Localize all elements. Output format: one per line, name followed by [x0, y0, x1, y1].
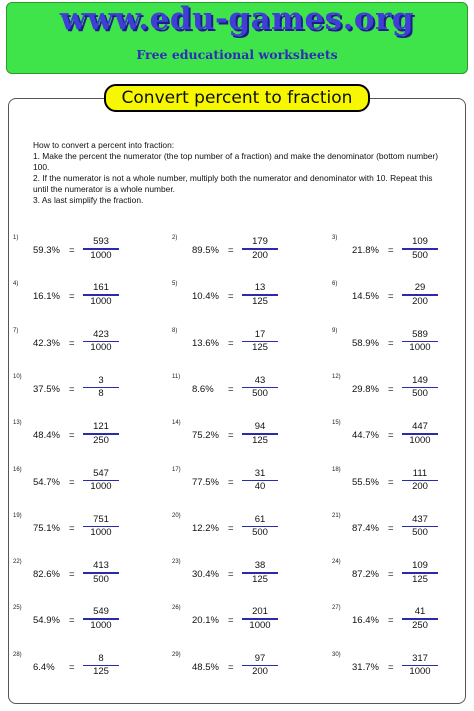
answer-fraction [402, 421, 438, 447]
fraction-denominator: 1000 [90, 249, 112, 261]
answer-fraction [83, 468, 119, 494]
problem-item [13, 652, 163, 686]
fraction-denominator: 125 [93, 666, 109, 678]
answer-fraction [242, 329, 278, 355]
fraction-denominator: 200 [412, 481, 428, 492]
fraction-numerator: 593 [93, 236, 109, 247]
answer-fraction [83, 329, 119, 355]
fraction-numerator: 547 [93, 467, 109, 479]
problem-item [172, 420, 322, 454]
answer-fraction [242, 560, 278, 586]
equals-sign: = [69, 291, 75, 303]
problem-number: 10) [13, 373, 22, 380]
fraction-numerator: 8 [98, 652, 104, 664]
fraction-denominator: 8 [98, 388, 104, 400]
fraction-denominator: 500 [412, 388, 428, 400]
problem-percent: 59.3% [33, 245, 60, 256]
instructions-step-3: 3. As last simplify the fraction. [33, 195, 144, 205]
fraction-denominator: 200 [252, 249, 268, 261]
problem-number: 5) [172, 281, 178, 288]
equals-sign: = [69, 476, 75, 488]
fraction-numerator: 121 [93, 421, 109, 433]
fraction-denominator: 500 [412, 527, 428, 539]
fraction-numerator: 29 [414, 282, 426, 294]
problem-item [13, 420, 163, 454]
problem-number: 8) [172, 327, 178, 334]
problem-number: 3) [332, 235, 338, 241]
problem-item [13, 513, 163, 547]
problem-percent: 30.4% [192, 569, 219, 581]
problem-item [13, 281, 163, 315]
equals-sign: = [388, 522, 394, 534]
fraction-denominator: 1000 [90, 295, 112, 307]
problem-item [332, 513, 474, 547]
fraction-numerator: 97 [254, 652, 266, 664]
problem-percent: 16.4% [352, 615, 379, 627]
problem-item [172, 235, 322, 269]
problem-item [332, 374, 474, 408]
fraction-numerator: 31 [254, 467, 266, 479]
equals-sign: = [388, 383, 394, 395]
fraction-numerator: 3 [98, 374, 104, 386]
fraction-denominator: 200 [252, 666, 268, 678]
site-banner [6, 2, 468, 74]
equals-sign: = [69, 383, 75, 395]
equals-sign: = [228, 569, 234, 581]
problem-item [172, 328, 322, 362]
equals-sign: = [69, 569, 75, 581]
problem-percent: 31.7% [352, 661, 379, 673]
problem-percent: 54.9% [33, 615, 60, 627]
equals-sign: = [228, 337, 234, 349]
answer-fraction [402, 329, 438, 355]
problem-percent: 89.5% [192, 245, 219, 256]
fraction-denominator: 500 [252, 527, 268, 539]
fraction-numerator: 437 [412, 513, 428, 525]
problem-percent: 87.4% [352, 522, 379, 534]
problem-item [172, 467, 322, 501]
fraction-denominator: 500 [252, 388, 268, 400]
fraction-numerator: 751 [93, 513, 109, 525]
fraction-numerator: 179 [252, 236, 268, 247]
answer-fraction [83, 606, 119, 632]
problem-percent: 48.5% [192, 661, 219, 673]
fraction-denominator: 1000 [90, 342, 112, 354]
equals-sign: = [228, 245, 234, 256]
equals-sign: = [388, 476, 394, 488]
equals-sign: = [388, 615, 394, 627]
problem-item [332, 235, 474, 269]
answer-fraction [402, 375, 438, 401]
fraction-numerator: 109 [412, 560, 428, 572]
fraction-denominator: 500 [93, 573, 109, 585]
problem-item [13, 374, 163, 408]
fraction-denominator: 250 [93, 434, 109, 446]
answer-fraction [242, 421, 278, 447]
problem-number: 12) [332, 373, 341, 380]
problem-number: 16) [13, 466, 22, 473]
fraction-numerator: 161 [93, 282, 109, 294]
problem-item [13, 605, 163, 639]
problem-percent: 58.9% [352, 337, 379, 349]
problem-item [172, 605, 322, 639]
fraction-denominator: 200 [412, 295, 428, 307]
equals-sign: = [69, 615, 75, 627]
fraction-numerator: 423 [93, 328, 109, 340]
fraction-denominator: 125 [252, 295, 268, 307]
problem-percent: 8.6% [192, 383, 214, 395]
problem-number: 24) [332, 559, 341, 566]
fraction-denominator: 1000 [409, 666, 431, 678]
equals-sign: = [69, 522, 75, 534]
problem-number: 17) [172, 466, 181, 473]
fraction-numerator: 94 [254, 421, 266, 433]
problem-number: 4) [13, 281, 19, 288]
answer-fraction [402, 282, 438, 308]
answer-fraction [402, 606, 438, 632]
fraction-denominator: 125 [252, 434, 268, 446]
problem-item [332, 328, 474, 362]
equals-sign: = [228, 383, 234, 395]
fraction-numerator: 413 [93, 560, 109, 572]
instructions-step-2: 2. If the numerator is not a whole number, multiply both the numerator and denominator with 10. Repeat this until the numerator is a whole number. [33, 173, 433, 194]
problem-number: 1) [13, 235, 19, 241]
problem-number: 14) [172, 420, 181, 427]
site-tagline: Free educational worksheets [136, 47, 338, 62]
answer-fraction [83, 375, 119, 401]
problem-percent: 6.4% [33, 661, 55, 673]
fraction-numerator: 43 [254, 374, 266, 386]
problem-percent: 12.2% [192, 522, 219, 534]
problem-number: 25) [13, 605, 22, 612]
problem-percent: 14.5% [352, 291, 379, 303]
problem-item [13, 235, 163, 269]
problem-percent: 29.8% [352, 383, 379, 395]
answer-fraction [242, 514, 278, 540]
problem-number: 13) [13, 420, 22, 427]
answer-fraction [402, 653, 438, 679]
problem-item [172, 559, 322, 593]
answer-fraction [242, 282, 278, 308]
fraction-numerator: 17 [254, 328, 266, 340]
fraction-denominator: 1000 [409, 434, 431, 446]
problem-number: 19) [13, 512, 22, 519]
problem-item [172, 374, 322, 408]
fraction-denominator: 125 [412, 573, 428, 585]
answer-fraction [402, 236, 438, 262]
equals-sign: = [388, 569, 394, 581]
fraction-denominator: 1000 [249, 619, 271, 631]
fraction-numerator: 41 [414, 606, 426, 618]
equals-sign: = [69, 661, 75, 673]
problem-item [13, 328, 163, 362]
problem-percent: 13.6% [192, 337, 219, 349]
fraction-numerator: 111 [412, 467, 428, 479]
problem-percent: 75.1% [33, 522, 60, 534]
problem-number: 27) [332, 605, 341, 612]
problem-percent: 10.4% [192, 291, 219, 303]
equals-sign: = [228, 291, 234, 303]
problem-item [332, 652, 474, 686]
fraction-denominator: 125 [252, 573, 268, 585]
equals-sign: = [228, 476, 234, 488]
problem-percent: 20.1% [192, 615, 219, 627]
problem-percent: 54.7% [33, 476, 60, 488]
problem-percent: 87.2% [352, 569, 379, 581]
fraction-numerator: 61 [254, 513, 266, 525]
answer-fraction [83, 282, 119, 308]
equals-sign: = [388, 661, 394, 673]
answer-fraction [242, 606, 278, 632]
answer-fraction [242, 653, 278, 679]
problem-item [172, 652, 322, 686]
equals-sign: = [388, 245, 394, 256]
answer-fraction [402, 514, 438, 540]
answer-fraction [402, 560, 438, 586]
equals-sign: = [228, 430, 234, 442]
problem-percent: 48.4% [33, 430, 60, 442]
fraction-numerator: 38 [254, 560, 266, 572]
problem-item [13, 467, 163, 501]
problem-number: 26) [172, 605, 181, 612]
fraction-numerator: 549 [93, 606, 109, 618]
problem-number: 30) [332, 651, 341, 658]
answer-fraction [83, 236, 119, 262]
fraction-denominator: 250 [412, 619, 428, 631]
problem-number: 9) [332, 327, 338, 334]
equals-sign: = [69, 245, 75, 256]
fraction-denominator: 1000 [409, 342, 431, 354]
problem-number: 2) [172, 235, 178, 241]
problem-item [172, 513, 322, 547]
equals-sign: = [228, 522, 234, 534]
problem-number: 23) [172, 559, 181, 566]
problem-percent: 21.8% [352, 245, 379, 256]
problem-number: 11) [172, 373, 181, 380]
problem-item [13, 559, 163, 593]
problem-item [332, 467, 474, 501]
problem-number: 22) [13, 559, 22, 566]
fraction-numerator: 589 [412, 328, 428, 340]
problem-number: 21) [332, 512, 341, 519]
problem-number: 7) [13, 327, 19, 334]
equals-sign: = [388, 337, 394, 349]
problem-item [332, 559, 474, 593]
problem-number: 28) [13, 651, 22, 658]
answer-fraction [83, 421, 119, 447]
fraction-numerator: 149 [412, 374, 428, 386]
equals-sign: = [388, 430, 394, 442]
problem-percent: 16.1% [33, 291, 60, 303]
problem-item [332, 420, 474, 454]
equals-sign: = [69, 337, 75, 349]
problem-number: 29) [172, 651, 181, 658]
fraction-denominator: 125 [252, 342, 268, 354]
problem-item [332, 605, 474, 639]
answer-fraction [242, 468, 278, 494]
fraction-denominator: 1000 [90, 527, 112, 539]
fraction-numerator: 317 [412, 652, 428, 664]
fraction-denominator: 500 [412, 249, 428, 261]
equals-sign: = [228, 661, 234, 673]
answer-fraction [402, 468, 438, 494]
fraction-numerator: 109 [412, 236, 428, 247]
problem-percent: 37.5% [33, 383, 60, 395]
problem-number: 6) [332, 281, 338, 288]
site-name: www.edu-games.org [59, 1, 415, 37]
problem-percent: 55.5% [352, 476, 379, 488]
problem-percent: 44.7% [352, 430, 379, 442]
problem-percent: 75.2% [192, 430, 219, 442]
answer-fraction [83, 653, 119, 679]
instructions [33, 140, 443, 206]
fraction-numerator: 447 [412, 421, 428, 433]
problem-percent: 82.6% [33, 569, 60, 581]
problem-number: 15) [332, 420, 341, 427]
answer-fraction [83, 514, 119, 540]
answer-fraction [83, 560, 119, 586]
equals-sign: = [228, 615, 234, 627]
problem-item [332, 281, 474, 315]
problem-number: 20) [172, 512, 181, 519]
fraction-numerator: 201 [252, 606, 268, 618]
answer-fraction [242, 236, 278, 262]
equals-sign: = [69, 430, 75, 442]
equals-sign: = [388, 291, 394, 303]
fraction-denominator: 40 [254, 481, 266, 492]
fraction-denominator: 1000 [90, 619, 112, 631]
instructions-intro: How to convert a percent into fraction: [33, 140, 175, 150]
problem-item [172, 281, 322, 315]
problem-percent: 77.5% [192, 476, 219, 488]
fraction-numerator: 13 [254, 282, 266, 294]
worksheet-title: Convert percent to fraction [104, 84, 370, 112]
answer-fraction [242, 375, 278, 401]
problem-number: 18) [332, 466, 341, 473]
instructions-step-1: 1. Make the percent the numerator (the top number of a fraction) and make the denominator (bottom number) 100. [33, 151, 439, 172]
problem-percent: 42.3% [33, 337, 60, 349]
fraction-denominator: 1000 [90, 481, 112, 492]
